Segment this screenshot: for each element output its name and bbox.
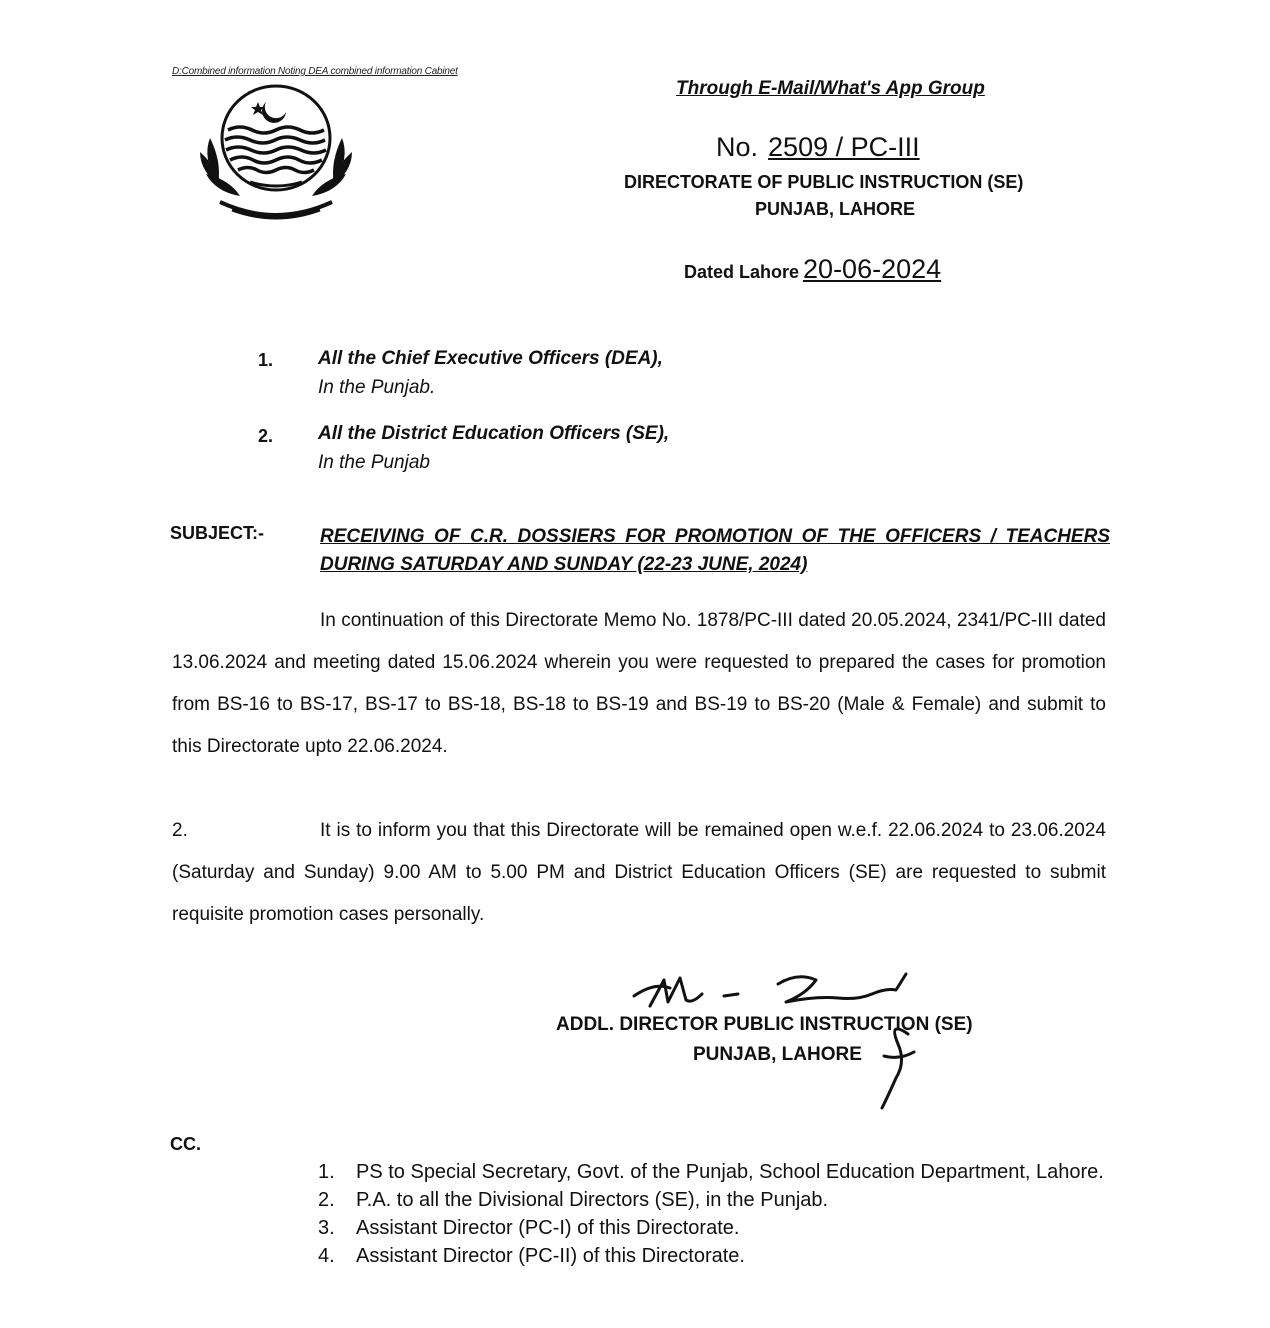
date-label: Dated Lahore	[684, 262, 800, 282]
cc-item	[318, 1214, 1114, 1242]
cc-list	[318, 1158, 1114, 1270]
addressee-location: In the Punjab	[318, 452, 430, 473]
letter-number-label: No.	[716, 132, 759, 162]
cc-item-number: 3.	[318, 1217, 335, 1239]
cc-item-number: 1.	[318, 1161, 335, 1183]
signatory-location: PUNJAB, LAHORE	[693, 1044, 862, 1065]
office-location: PUNJAB, LAHORE	[755, 199, 916, 219]
letter-number	[716, 132, 920, 163]
letter-number-value: 2509 / PC-III	[768, 132, 920, 162]
cc-item-number: 4.	[318, 1245, 335, 1267]
addressee-title: All the District Education Officers (SE),	[318, 423, 670, 444]
letter-date	[684, 254, 941, 285]
subject-text: RECEIVING OF C.R. DOSSIERS FOR PROMOTION OF THE OFFICERS / TEACHERS DURING SATURDAY AND SUNDAY (22-23 JUNE, 2024)	[320, 526, 1110, 575]
cc-item-text: PS to Special Secretary, Govt. of the Punjab, School Education Department, Lahore.	[356, 1161, 1104, 1183]
addressee-number: 1.	[258, 350, 274, 370]
file-path-note: D:Combined information Noting DEA combined information Cabinet	[172, 66, 458, 77]
body-paragraph-1: In continuation of this Directorate Memo No. 1878/PC-III dated 20.05.2024, 2341/PC-III dated 13.06.2024 and meeting dated 15.06.2024 wherein you were requested to prepared the cases for promotion from BS-16 to BS-17, BS-17 to BS-18, BS-18 to BS-19 and BS-19 to BS-20 (Male & Female) and submit to this Directorate upto 22.06.2024.	[172, 610, 1106, 757]
subject-label: SUBJECT:-	[170, 523, 265, 543]
signatory-designation: ADDL. DIRECTOR PUBLIC INSTRUCTION (SE)	[556, 1014, 973, 1035]
punjab-emblem-icon	[192, 78, 360, 228]
addressee-number: 2.	[258, 426, 274, 446]
cc-item-text: Assistant Director (PC-II) of this Directorate.	[356, 1245, 745, 1267]
cc-item-number: 2.	[318, 1189, 335, 1211]
cc-item-text: Assistant Director (PC-I) of this Directorate.	[356, 1217, 740, 1239]
body-paragraph-2: It is to inform you that this Directorate will be remained open w.e.f. 22.06.2024 to 23.06.2024 (Saturday and Sunday) 9.00 AM to 5.00 PM and District Education Officers (SE) are requested to submit requisite promotion cases personally.	[172, 820, 1106, 925]
addressee-location: In the Punjab.	[318, 377, 436, 398]
office-name: DIRECTORATE OF PUBLIC INSTRUCTION (SE)	[624, 172, 1024, 192]
cc-item-text: P.A. to all the Divisional Directors (SE), in the Punjab.	[356, 1189, 829, 1211]
cc-item	[318, 1242, 1114, 1270]
addressee-title: All the Chief Executive Officers (DEA),	[318, 348, 663, 369]
cc-item	[318, 1158, 1114, 1186]
paragraph-number: 2.	[172, 820, 188, 841]
date-value: 20-06-2024	[803, 254, 942, 284]
delivery-method: Through E-Mail/What's App Group	[676, 78, 985, 99]
cc-label: CC.	[170, 1134, 201, 1154]
cc-item	[318, 1186, 1114, 1214]
